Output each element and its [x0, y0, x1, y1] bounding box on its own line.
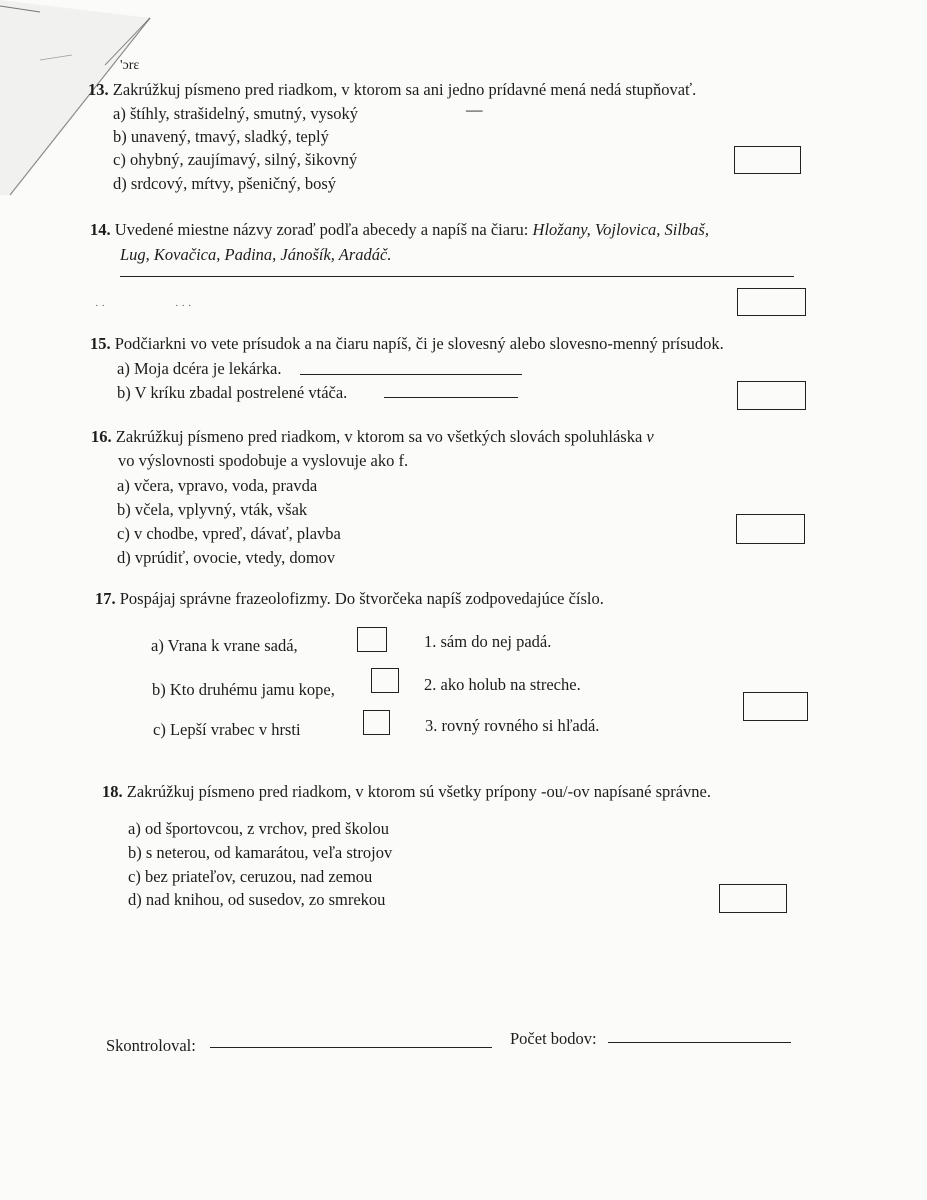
question-text: Zakrúžkuj písmeno pred riadkom, v ktorom sa ani jedno prídavné mená nedá stupňovať. — [112, 80, 697, 99]
points-line[interactable] — [608, 1042, 791, 1043]
option-b[interactable]: b) unavený, tmavý, sladký, teplý — [113, 127, 329, 146]
question-text: Podčiarkni vo vete prísudok a na čiaru napíš, či je slovesný alebo slovesno-menný prísudok. — [114, 334, 724, 353]
answer-box-18[interactable] — [719, 884, 787, 913]
option-c[interactable]: c) ohybný, zaujímavý, silný, šikovný — [113, 150, 358, 169]
checked-by-line[interactable] — [210, 1047, 492, 1048]
option-a[interactable]: a) včera, vpravo, voda, pravda — [117, 476, 318, 495]
question-number: 13. — [88, 80, 109, 99]
header-fragment: 'ɔrɛ — [120, 58, 140, 73]
question-text: Uvedené miestne názvy zoraď podľa abecedy a napíš na čiaru: — [114, 220, 533, 239]
checked-by-label: Skontroloval: — [106, 1036, 196, 1055]
ending-1: 1. sám do nej padá. — [424, 632, 552, 651]
option-c[interactable]: c) v chodbe, vpreď, dávať, plavba — [117, 524, 341, 543]
option-b[interactable]: b) s neterou, od kamarátou, veľa strojov — [128, 843, 393, 862]
question-17-heading — [95, 589, 604, 609]
stray-dash: — — [466, 100, 483, 119]
question-13-heading — [88, 80, 696, 100]
option-c[interactable]: c) bez priateľov, ceruzou, nad zemou — [128, 867, 373, 886]
folded-corner — [0, 0, 160, 200]
phrase-c: c) Lepší vrabec v hrsti — [153, 720, 301, 739]
answer-line-15a[interactable] — [300, 374, 522, 375]
option-d[interactable]: d) vprúdiť, ovocie, vtedy, domov — [117, 548, 336, 567]
option-b[interactable]: b) včela, vplyvný, vták, však — [117, 500, 308, 519]
question-18-heading — [102, 782, 711, 802]
question-text: Pospájaj správne frazeolofizmy. Do štvorčeka napíš zodpovedajúce číslo. — [119, 589, 604, 608]
answer-box-16[interactable] — [736, 514, 805, 544]
match-box-b[interactable] — [371, 668, 399, 693]
option-a[interactable]: a) od športovcou, z vrchov, pred školou — [128, 819, 390, 838]
question-16-heading — [91, 427, 654, 447]
place-names-line2: Lug, Kovačica, Padina, Jánošík, Aradáč. — [120, 245, 392, 264]
question-number: 16. — [91, 427, 112, 446]
question-14-heading — [90, 220, 709, 240]
place-names-line1: Hložany, Vojlovica, Silbaš, — [532, 220, 709, 239]
question-number: 15. — [90, 334, 111, 353]
question-text: Zakrúžkuj písmeno pred riadkom, v ktorom sú všetky prípony -ou/-ov napísané správne. — [126, 782, 712, 801]
option-d[interactable]: d) srdcový, mŕtvy, pšeničný, bosý — [113, 174, 337, 193]
match-box-a[interactable] — [357, 627, 387, 652]
answer-box-14[interactable] — [737, 288, 806, 316]
points-label: Počet bodov: — [510, 1029, 597, 1048]
option-d[interactable]: d) nad knihou, od susedov, zo smrekou — [128, 890, 386, 909]
question-text: Zakrúžkuj písmeno pred riadkom, v ktorom sa vo všetkých slovách spoluhláska — [115, 427, 647, 446]
scan-speck: · · — [95, 300, 106, 312]
phrase-b: b) Kto druhému jamu kope, — [152, 680, 335, 699]
question-number: 18. — [102, 782, 123, 801]
scan-speck: · · · — [175, 300, 192, 312]
question-number: 14. — [90, 220, 111, 239]
match-box-c[interactable] — [363, 710, 390, 735]
question-16-line2: vo výslovnosti spodobuje a vyslovuje ako f. — [118, 451, 409, 470]
ending-2: 2. ako holub na streche. — [424, 675, 581, 694]
option-a[interactable]: a) štíhly, strašidelný, smutný, vysoký — [113, 104, 359, 123]
question-15-heading — [90, 334, 724, 354]
answer-box-13[interactable] — [734, 146, 801, 174]
ending-3: 3. rovný rovného si hľadá. — [425, 716, 600, 735]
sentence-b: b) V kríku zbadal postrelené vtáča. — [117, 383, 348, 402]
answer-line-15b[interactable] — [384, 397, 518, 398]
phrase-a: a) Vrana k vrane sadá, — [151, 636, 298, 655]
answer-line-14[interactable] — [120, 276, 794, 277]
letter-v: v — [646, 427, 654, 446]
answer-box-17[interactable] — [743, 692, 808, 721]
answer-box-15[interactable] — [737, 381, 806, 410]
sentence-a: a) Moja dcéra je lekárka. — [117, 359, 282, 378]
question-number: 17. — [95, 589, 116, 608]
